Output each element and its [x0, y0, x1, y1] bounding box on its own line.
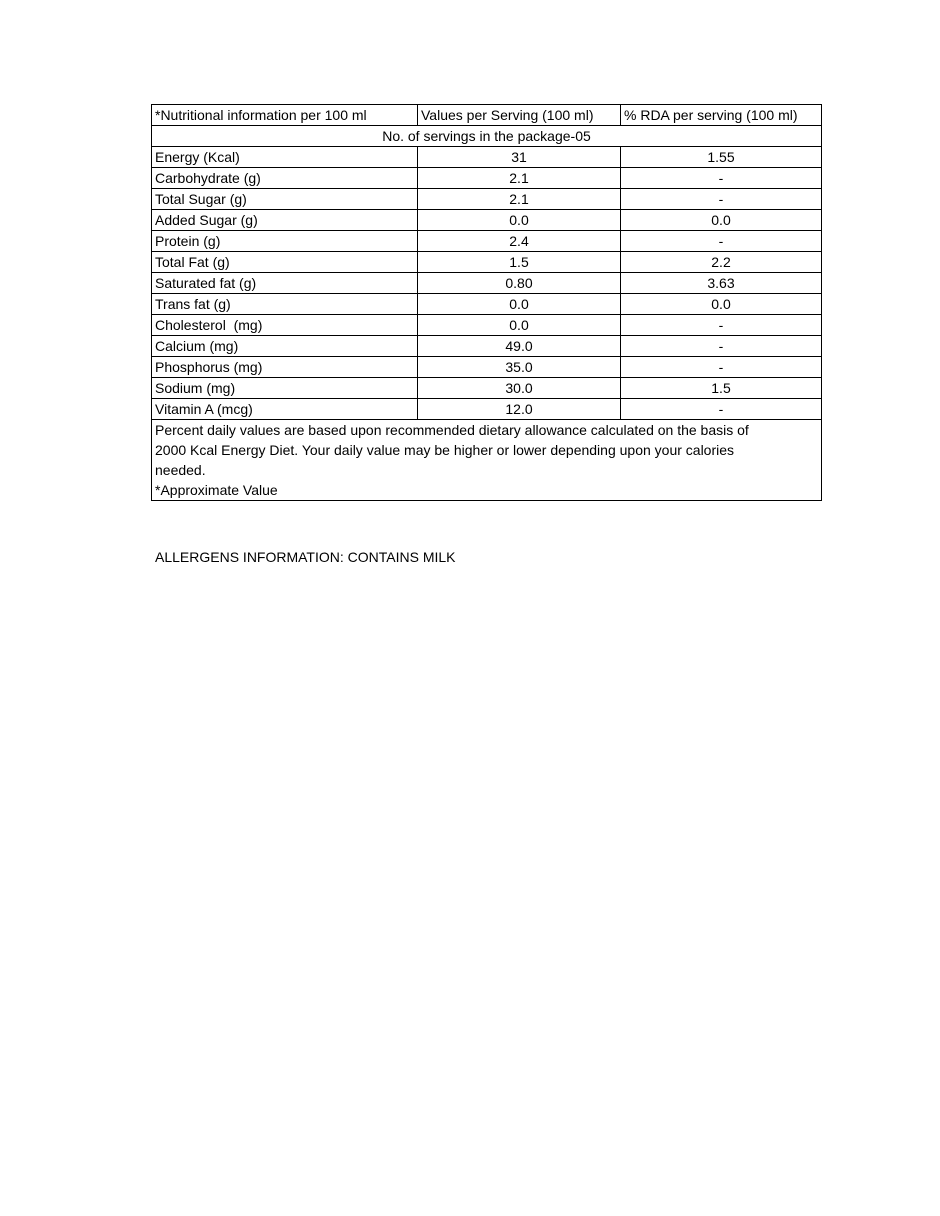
table-row — [152, 315, 822, 336]
table-row — [152, 273, 822, 294]
header-rda: % RDA per serving (100 ml) — [621, 105, 822, 126]
servings-row — [152, 126, 822, 147]
nutrient-rda: 0.0 — [621, 294, 822, 315]
nutrient-rda: - — [621, 231, 822, 252]
nutrient-name: Carbohydrate (g) — [152, 168, 418, 189]
nutrient-name: Vitamin A (mcg) — [152, 399, 418, 420]
header-value: Values per Serving (100 ml) — [418, 105, 621, 126]
footnote-row — [152, 420, 822, 501]
nutrient-rda: - — [621, 168, 822, 189]
nutrient-name: Cholesterol (mg) — [152, 315, 418, 336]
nutrient-value: 0.0 — [418, 210, 621, 231]
nutrient-name: Sodium (mg) — [152, 378, 418, 399]
nutrient-name: Phosphorus (mg) — [152, 357, 418, 378]
nutrient-rda: 1.55 — [621, 147, 822, 168]
nutrient-name: Protein (g) — [152, 231, 418, 252]
nutrient-rda: 3.63 — [621, 273, 822, 294]
nutrient-value: 2.4 — [418, 231, 621, 252]
table-row — [152, 357, 822, 378]
nutrient-value: 2.1 — [418, 168, 621, 189]
table-row — [152, 336, 822, 357]
footnote-line: 2000 Kcal Energy Diet. Your daily value may be higher or lower depending upon your calories — [155, 442, 735, 458]
nutrient-name: Saturated fat (g) — [152, 273, 418, 294]
nutrient-value: 0.80 — [418, 273, 621, 294]
nutrient-name: Added Sugar (g) — [152, 210, 418, 231]
nutrient-value: 12.0 — [418, 399, 621, 420]
nutrient-rda: - — [621, 336, 822, 357]
table-row — [152, 168, 822, 189]
nutrient-value: 0.0 — [418, 315, 621, 336]
allergens-information: ALLERGENS INFORMATION: CONTAINS MILK — [155, 549, 456, 565]
nutrient-rda: - — [621, 399, 822, 420]
table-row — [152, 210, 822, 231]
nutrient-rda: 2.2 — [621, 252, 822, 273]
nutrient-rda: - — [621, 357, 822, 378]
footnote-cell — [152, 420, 822, 501]
footnote-line: needed. — [155, 462, 206, 478]
nutrient-name: Energy (Kcal) — [152, 147, 418, 168]
table-row — [152, 252, 822, 273]
approximate-value-note: *Approximate Value — [155, 482, 278, 498]
nutrient-rda: - — [621, 315, 822, 336]
nutrient-value: 31 — [418, 147, 621, 168]
header-nutrient: *Nutritional information per 100 ml — [152, 105, 418, 126]
nutrient-rda: 0.0 — [621, 210, 822, 231]
nutrition-table — [151, 104, 822, 501]
nutrient-rda: - — [621, 189, 822, 210]
table-header-row — [152, 105, 822, 126]
nutrient-name: Trans fat (g) — [152, 294, 418, 315]
table-row — [152, 378, 822, 399]
table-row — [152, 294, 822, 315]
footnote-line: Percent daily values are based upon recommended dietary allowance calculated on the basis of — [155, 422, 749, 438]
nutrient-rda: 1.5 — [621, 378, 822, 399]
table-row — [152, 189, 822, 210]
table-row — [152, 399, 822, 420]
nutrient-value: 2.1 — [418, 189, 621, 210]
nutrient-value: 1.5 — [418, 252, 621, 273]
nutrient-name: Calcium (mg) — [152, 336, 418, 357]
nutrient-name: Total Sugar (g) — [152, 189, 418, 210]
table-row — [152, 231, 822, 252]
table-row — [152, 147, 822, 168]
nutrient-value: 30.0 — [418, 378, 621, 399]
nutrient-value: 49.0 — [418, 336, 621, 357]
nutrient-name: Total Fat (g) — [152, 252, 418, 273]
servings-note: No. of servings in the package-05 — [152, 126, 822, 147]
nutrient-value: 0.0 — [418, 294, 621, 315]
nutrient-value: 35.0 — [418, 357, 621, 378]
